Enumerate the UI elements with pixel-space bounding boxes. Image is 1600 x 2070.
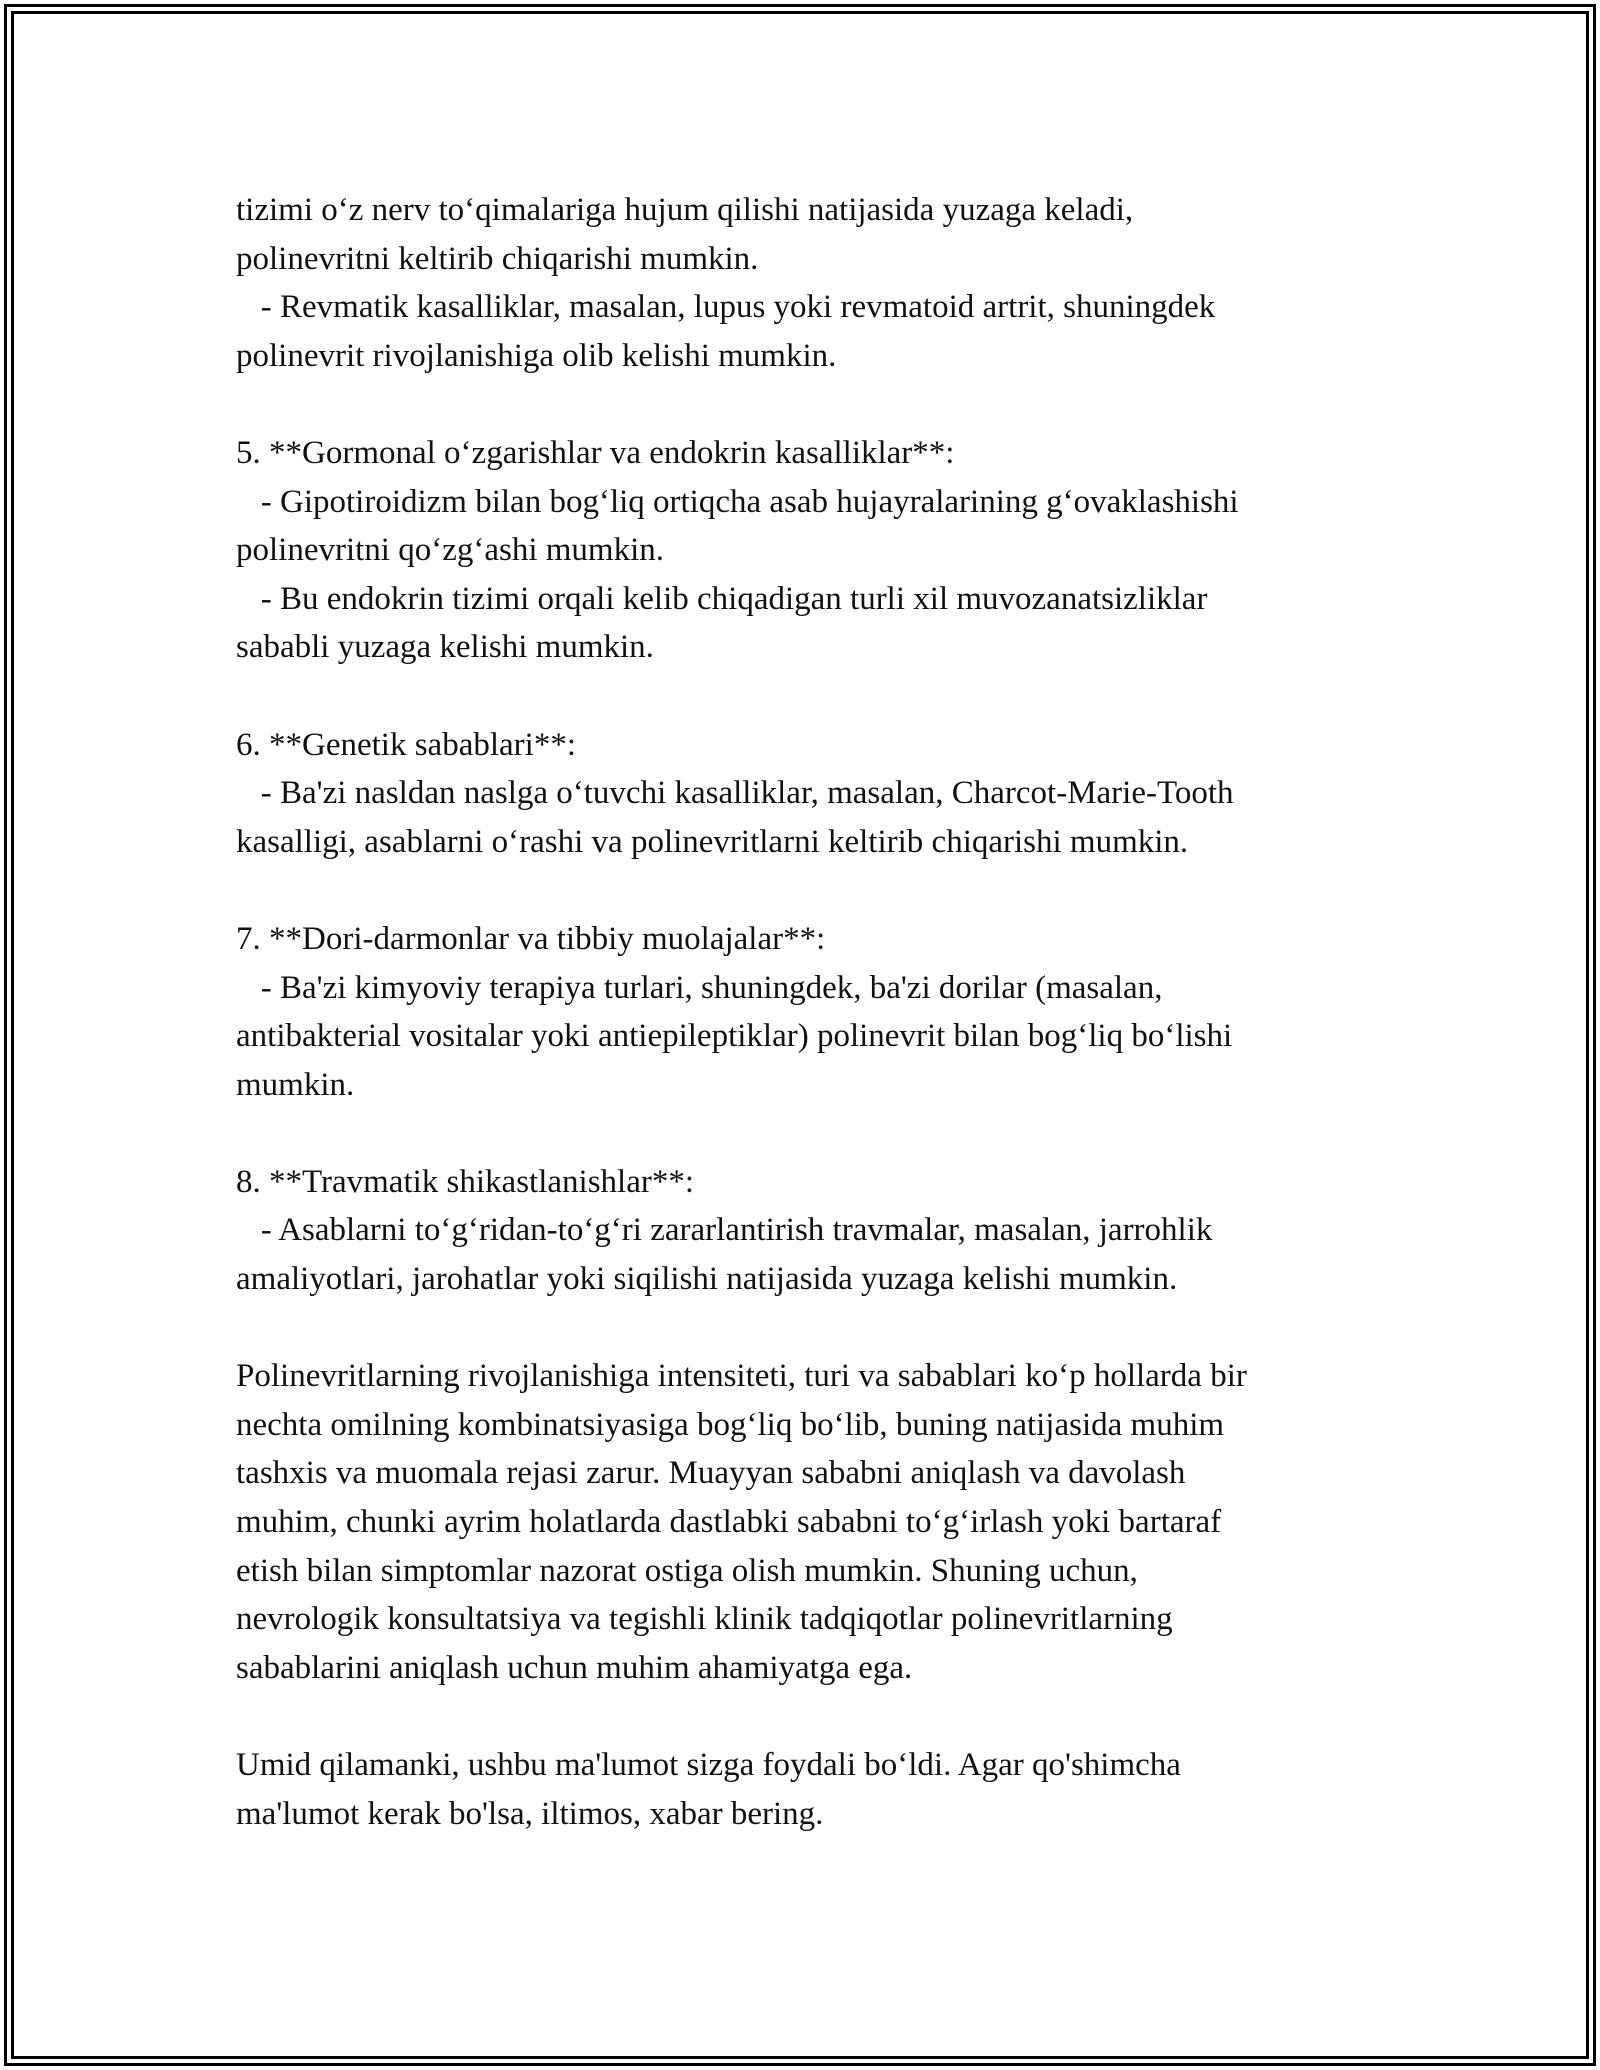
text-line: antibakterial vositalar yoki antiepileptiklar) polinevrit bilan bog‘liq bo‘lishi <box>236 1018 1233 1055</box>
text-line: polinevritni keltirib chiqarishi mumkin. <box>236 240 759 277</box>
text-line: - Ba'zi nasldan naslga o‘tuvchi kasalliklar, masalan, Charcot-Marie-Tooth <box>236 775 1234 812</box>
text-line: sabablarini aniqlash uchun muhim ahamiyatga ega. <box>236 1649 913 1686</box>
text-line: polinevrit rivojlanishiga olib kelishi mumkin. <box>236 337 837 374</box>
text-line: tizimi o‘z nerv to‘qimalariga hujum qilishi natijasida yuzaga keladi, <box>236 192 1134 228</box>
text-line: - Gipotiroidizm bilan bog‘liq ortiqcha asab hujayralarining g‘ovaklashishi <box>236 483 1239 520</box>
text-line: muhim, chunki ayrim holatlarda dastlabki sababni to‘g‘irlash yoki bartaraf <box>236 1504 1222 1541</box>
text-line: nechta omilning kombinatsiyasiga bog‘liq bo‘lib, buning natijasida muhim <box>236 1406 1225 1443</box>
text-line: - Ba'zi kimyoviy terapiya turlari, shuningdek, ba'zi dorilar (masalan, <box>236 969 1163 1006</box>
text-line: sababli yuzaga kelishi mumkin. <box>236 629 654 666</box>
paragraph-gap <box>236 866 1366 915</box>
text-line: amaliyotlari, jarohatlar yoki siqilishi natijasida yuzaga kelishi mumkin. <box>236 1261 1178 1298</box>
paragraph-gap <box>236 1304 1366 1353</box>
section-heading: 7. **Dori-darmonlar va tibbiy muolajalar**: <box>236 920 826 957</box>
text-line: - Bu endokrin tizimi orqali kelib chiqadigan turli xil muvozanatsizliklar <box>236 580 1208 617</box>
text-line: tashxis va muomala rejasi zarur. Muayyan sababni aniqlash va davolash <box>236 1455 1186 1492</box>
section-heading: 5. **Gormonal o‘zgarishlar va endokrin kasalliklar**: <box>236 434 955 471</box>
text-line: etish bilan simptomlar nazorat ostiga olish mumkin. Shuning uchun, <box>236 1552 1138 1589</box>
document-body <box>236 186 1366 1838</box>
text-line: Umid qilamanki, ushbu ma'lumot sizga foydali bo‘ldi. Agar qo'shimcha <box>236 1747 1181 1783</box>
text-line: ma'lumot kerak bo'lsa, iltimos, xabar bering. <box>236 1795 824 1832</box>
paragraph-gap <box>236 1692 1366 1741</box>
paragraph-gap <box>236 380 1366 429</box>
text-line: nevrologik konsultatsiya va tegishli klinik tadqiqotlar polinevritlarning <box>236 1601 1173 1638</box>
section-heading: 6. **Genetik sabablari**: <box>236 726 576 763</box>
paragraph-gap <box>236 1109 1366 1158</box>
text-line: mumkin. <box>236 1066 355 1103</box>
section-heading: 8. **Travmatik shikastlanishlar**: <box>236 1163 695 1200</box>
text-line: kasalligi, asablarni o‘rashi va polinevritlarni keltirib chiqarishi mumkin. <box>236 823 1189 860</box>
paragraph-gap <box>236 672 1366 721</box>
text-line: polinevritni qo‘zg‘ashi mumkin. <box>236 532 665 569</box>
text-line: - Revmatik kasalliklar, masalan, lupus yoki revmatoid artrit, shuningdek <box>236 289 1216 326</box>
text-line: - Asablarni to‘g‘ridan-to‘g‘ri zararlantirish travmalar, masalan, jarrohlik <box>236 1212 1213 1249</box>
text-line: Polinevritlarning rivojlanishiga intensiteti, turi va sabablari ko‘p hollarda bir <box>236 1358 1247 1395</box>
